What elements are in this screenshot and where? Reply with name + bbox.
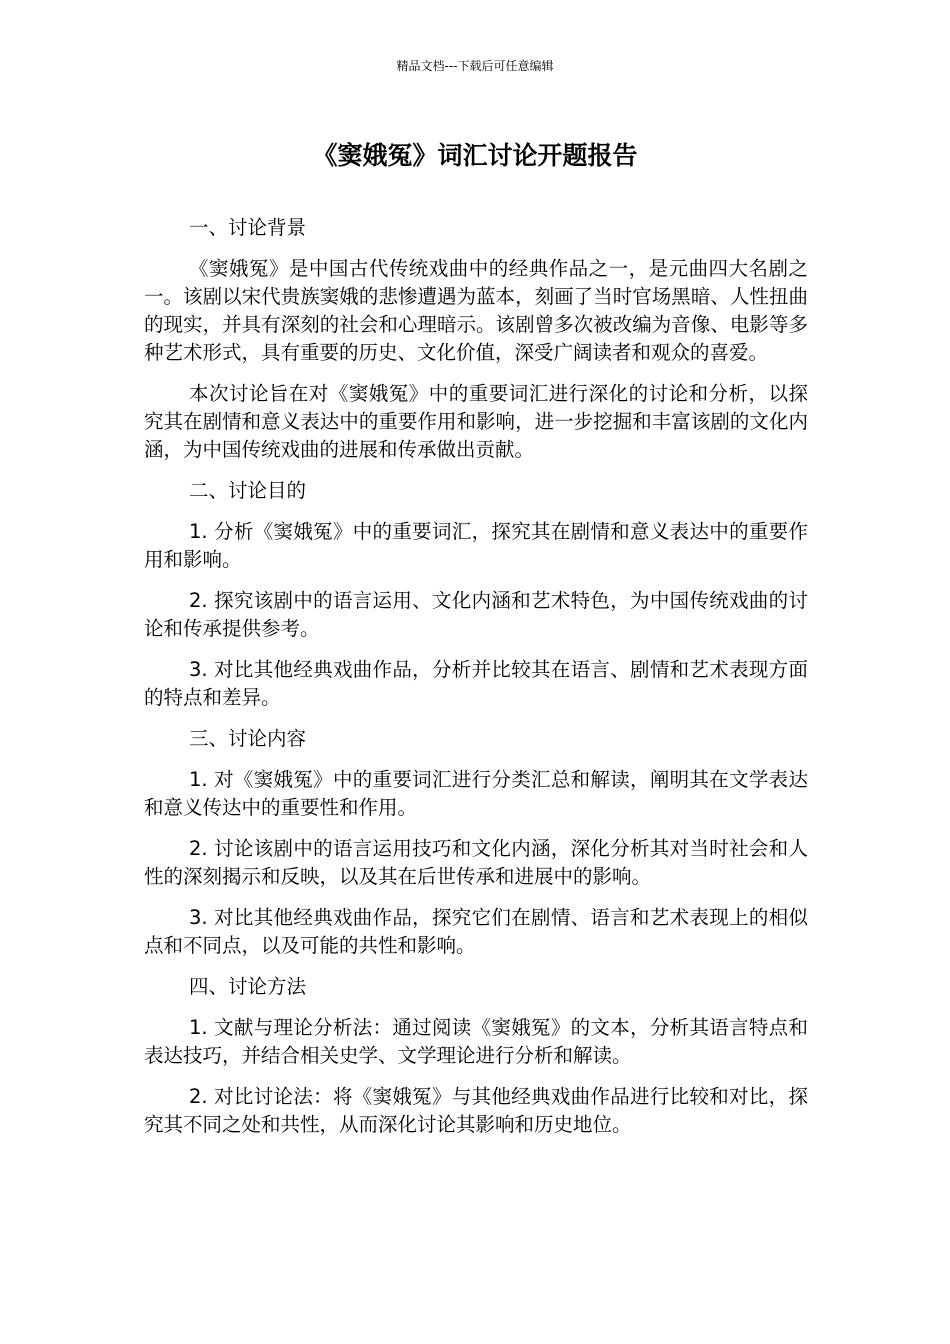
section-content: [144, 725, 808, 960]
paragraph: 本次讨论旨在对《窦娥冤》中的重要词汇进行深化的讨论和分析，以探究其在剧情和意义表达中的重要作用和影响，进一步挖掘和丰富该剧的文化内涵，为中国传统戏曲的进展和传承做出贡献。: [144, 382, 808, 461]
document-body: [144, 214, 808, 1152]
list-item: 2. 讨论该剧中的语言运用技巧和文化内涵，深化分析其对当时社会和人性的深刻揭示和反映，以及其在后世传承和进展中的影响。: [144, 837, 808, 888]
document-title: 《窦娥冤》词汇讨论开题报告: [312, 141, 638, 170]
section-objectives: [144, 477, 808, 712]
list-item: 3. 对比其他经典戏曲作品，分析并比较其在语言、剧情和艺术表现方面的特点和差异。: [144, 658, 808, 709]
section-heading: 一、讨论背景: [189, 216, 307, 239]
list-item: 1. 对《窦娥冤》中的重要词汇进行分类汇总和解读，阐明其在文学表达和意义传达中的重要性和作用。: [144, 768, 808, 819]
list-item: 1. 分析《窦娥冤》中的重要词汇，探究其在剧情和意义表达中的重要作用和影响。: [144, 520, 808, 571]
list-item: 2. 探究该剧中的语言运用、文化内涵和艺术特色，为中国传统戏曲的讨论和传承提供参考。: [144, 589, 808, 640]
list-item: 2. 对比讨论法：将《窦娥冤》与其他经典戏曲作品进行比较和对比，探究其不同之处和共性，从而深化讨论其影响和历史地位。: [144, 1085, 808, 1136]
list-item: 1. 文献与理论分析法：通过阅读《窦娥冤》的文本，分析其语言特点和表达技巧，并结合相关史学、文学理论进行分析和解读。: [144, 1016, 808, 1067]
section-heading: 三、讨论内容: [189, 727, 307, 750]
list-item: 3. 对比其他经典戏曲作品，探究它们在剧情、语言和艺术表现上的相似点和不同点，以及可能的共性和影响。: [144, 906, 808, 957]
section-heading: 四、讨论方法: [189, 975, 307, 998]
section-heading: 二、讨论目的: [189, 479, 307, 502]
section-methods: [144, 973, 808, 1139]
section-background: [144, 214, 808, 464]
page-header: 精品文档---下载后可任意编辑: [396, 59, 554, 73]
paragraph: 《窦娥冤》是中国古代传统戏曲中的经典作品之一，是元曲四大名剧之一。该剧以宋代贵族窦娥的悲惨遭遇为蓝本，刻画了当时官场黑暗、人性扭曲的现实，并具有深刻的社会和心理暗示。该剧曾多次被改编为音像、电影等多种艺术形式，具有重要的历史、文化价值，深受广阔读者和观众的喜爱。: [144, 257, 808, 364]
